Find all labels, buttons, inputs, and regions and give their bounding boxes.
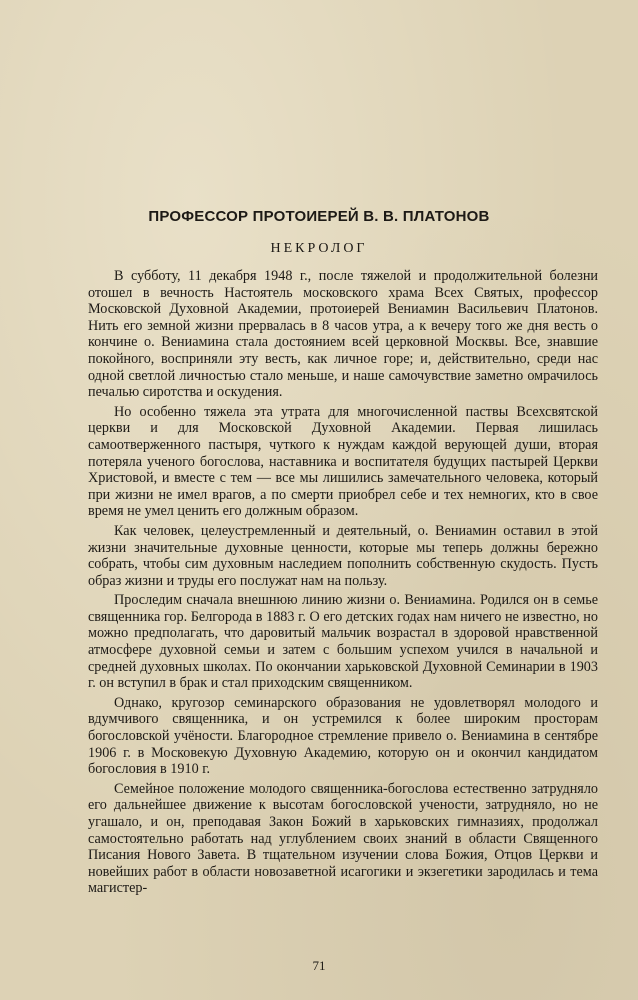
paragraph: Семейное положение молодого священника-богослова естественно затрудняло его дальнейшее движение к высотам богословской учености, затрудняло, но не угашало, и он, преподавая Закон Божий в харьковских гимназиях, продолжал самостоятельно работать над углублением своих знаний в области Священного Писания Нового Завета. В тщательном изучении слова Божия, Отцов Церкви и новейших работ в области новозаветной исагогики и экзегетики зародилась и тема магистер- xyxy=(88,780,598,897)
paragraph: Проследим сначала внешнюю линию жизни о. Вениамина. Родился он в семье священника гор. Белгорода в 1883 г. О его детских годах нам ничего не известно, но можно предполагать, что даровитый мальчик возрастал в здоровой нравственной атмосфере духовной семьи и затем с большим успехом учился в начальной и средней духовных школах. По окончании харьковской Духовной Семинарии в 1903 г. он вступил в брак и стал приходским священником. xyxy=(88,592,598,692)
paragraph: Однако, кругозор семинарского образования не удовлетворял молодого и вдумчивого священника, и он устремился к более широким просторам богословской учёности. Благородное стремление привело о. Вениамина в сентябре 1906 г. в Московекую Духовную Академию, которую он и окончил кандидатом богословия в 1910 г. xyxy=(88,694,598,778)
page-number: 71 xyxy=(312,958,326,973)
paragraph: Но особенно тяжела эта утрата для многочисленной паствы Всехсвятской церкви и для Московской Духовной Академии. Первая лишилась самоотверженного пастыря, чуткого к нуждам каждой верующей души, вторая потеряла ученого богослова, наставника и воспитателя будущих пастырей Церкви Христовой, и вместе с тем — все мы лишились замечательного человека, который при жизни не имел врагов, а по смерти приобрел себе и тех немногих, кто в свое время не умел ценить его должным образом. xyxy=(88,403,598,520)
paragraph: Как человек, целеустремленный и деятельный, о. Вениамин оставил в этой жизни значительные духовные ценности, которые мы теперь должны бережно собрать, чтобы сим духовным наследием пополнить собственную скудость. Пусть образ жизни и труды его послужат нам на пользу. xyxy=(88,522,598,589)
article-body xyxy=(88,268,598,900)
article-title: ПРОФЕССОР ПРОТОИЕРЕЙ В. В. ПЛАТОНОВ xyxy=(148,208,490,225)
article-subtitle: НЕКРОЛОГ xyxy=(270,241,368,256)
paragraph: В субботу, 11 декабря 1948 г., после тяжелой и продолжительной болезни отошел в вечность Настоятель московского храма Всех Святых, профессор Московской Духовной Академии, протоиерей Вениамин Васильевич Платонов. Нить его земной жизни прервалась в 8 часов утра, а к вечеру того же дня весть о кончине о. Вениамина стала достоянием всей церковной Москвы. Все, знавшие покойного, восприняли эту весть, как личное горе; и, действительно, среди нас одной светлой личностью стало меньше, и наше самочувствие заметно омрачилось печалью сиротства и оскудения. xyxy=(88,268,598,401)
